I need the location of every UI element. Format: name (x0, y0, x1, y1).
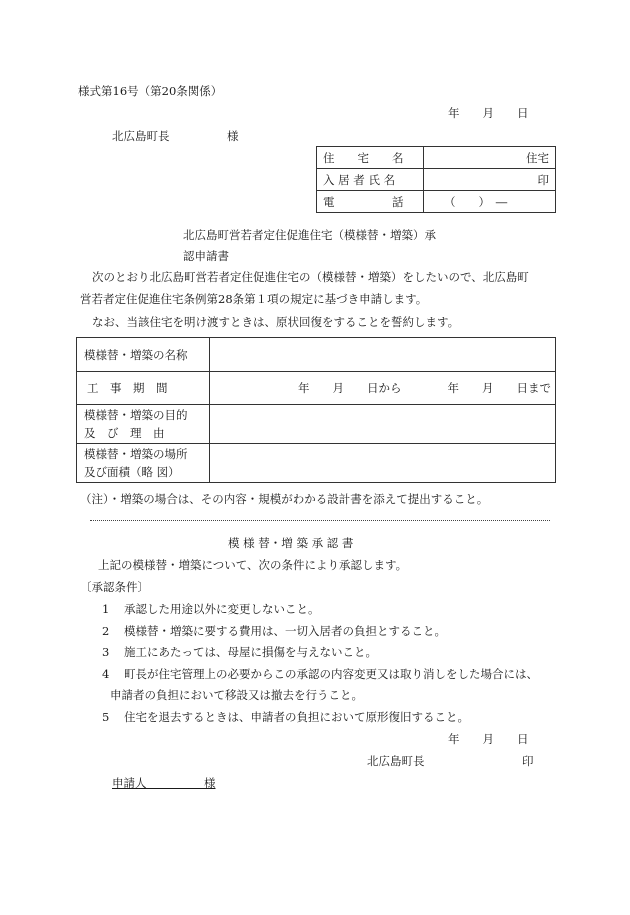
body-line2: 営若者定住促進住宅条例第28条第１項の規定に基づき申請します。 (80, 292, 428, 306)
issuer-seal: 印 (522, 754, 534, 768)
phone-field[interactable] (424, 191, 556, 213)
condition-3-num: 3 (102, 645, 110, 659)
location-label-line2: 及び面積（略 図） (84, 465, 180, 479)
work-period-value: 年 月 日から 年 月 日まで (298, 381, 551, 395)
location-area-field[interactable] (210, 444, 556, 483)
purpose-label-line2: 及 び 理 由 (84, 426, 165, 440)
work-period-field[interactable] (210, 372, 556, 405)
application-date: 年 月 日 (448, 106, 529, 120)
project-name-label: 模様替・増築の名称 (77, 338, 210, 372)
condition-2-text: 模様替・増築に要する費用は、一切入居者の負担とすること。 (124, 624, 446, 638)
name-label: 入 居 者 氏 名 (317, 169, 424, 191)
location-label-line1: 模様替・増築の場所 (84, 446, 188, 461)
body-line3: なお、当該住宅を明け渡すときは、原状回復をすることを誓約します。 (92, 315, 460, 329)
condition-2-num: 2 (102, 624, 110, 638)
form-number: 様式第16号（第20条関係） (78, 84, 223, 98)
addressee: 北広島町長 様 (112, 129, 239, 143)
approval-title: 模 様 替・増 築 承 認 書 (228, 536, 354, 550)
condition-4-continuation: 申請者の負担において移設又は撤去を行うこと。 (110, 688, 363, 702)
condition-5-text: 住宅を退去するときは、申請者の負担において原形復旧すること。 (124, 710, 469, 724)
seal-mark: 印 (537, 172, 549, 187)
approval-intro: 上記の模様替・増築について、次の条件により承認します。 (98, 558, 408, 572)
condition-4-num: 4 (102, 667, 110, 681)
form-title-line2: 認申請書 (183, 249, 229, 263)
location-area-label (77, 444, 210, 483)
address-suffix: 住宅 (526, 150, 549, 165)
name-field[interactable] (424, 169, 556, 191)
project-name-field[interactable] (210, 338, 556, 372)
recipient: 申請人 様 (112, 776, 216, 790)
work-period-label: 工 事 期 間 (77, 372, 210, 405)
condition-5-num: 5 (102, 710, 110, 724)
condition-1-text: 承認した用途以外に変更しないこと。 (124, 602, 320, 616)
purpose-field[interactable] (210, 405, 556, 444)
purpose-label (77, 405, 210, 444)
condition-3-text: 施工にあたっては、母屋に損傷を与えないこと。 (124, 645, 377, 659)
applicant-table (316, 146, 556, 213)
dotted-separator (90, 520, 550, 521)
phone-label: 電 話 (317, 191, 424, 213)
approval-date: 年 月 日 (448, 732, 529, 746)
condition-1-num: 1 (102, 602, 110, 616)
body-line1: 次のとおり北広島町営若者定住促進住宅の（模様替・増築）をしたいので、北広島町 (92, 270, 529, 284)
note: （注）・増築の場合は、その内容・規模がわかる設計書を添えて提出すること。 (80, 492, 489, 506)
conditions-heading: 〔承認条件〕 (80, 580, 149, 594)
phone-value: （ ） ― (444, 194, 508, 209)
condition-4-text: 町長が住宅管理上の必要からこの承認の内容変更又は取り消しをした場合には、 (124, 667, 538, 681)
issuer: 北広島町長 (367, 754, 425, 768)
details-table (76, 337, 556, 483)
address-label: 住 宅 名 (317, 147, 424, 169)
address-field[interactable] (424, 147, 556, 169)
form-title-line1: 北広島町営若者定住促進住宅（模様替・増築）承 (183, 228, 436, 242)
purpose-label-line1: 模様替・増築の目的 (84, 407, 188, 422)
